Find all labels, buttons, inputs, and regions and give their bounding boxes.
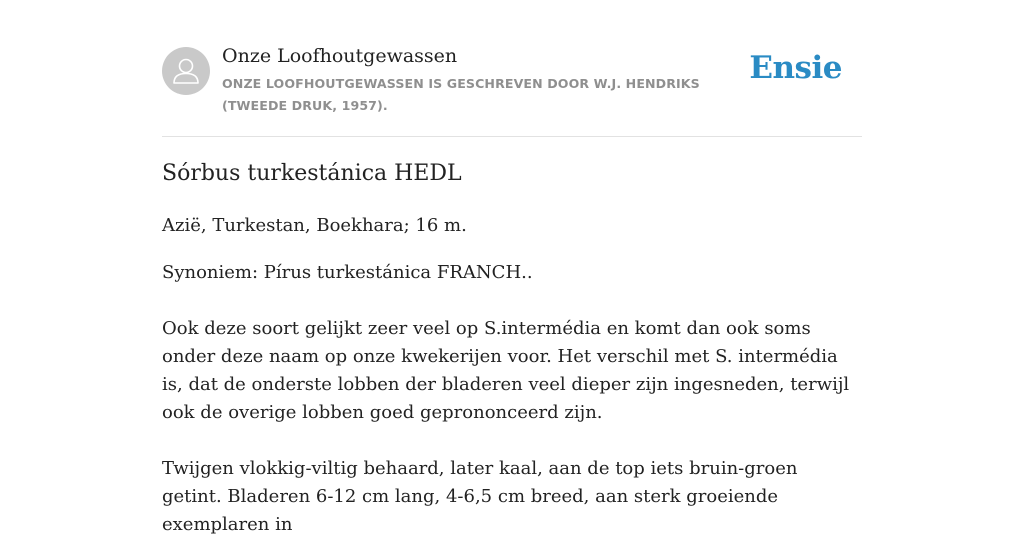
user-silhouette-icon (162, 47, 210, 95)
ensie-logo[interactable]: Ensie (749, 50, 842, 86)
article-synonym: Synoniem: Pírus turkestánica FRANCH.. (162, 262, 533, 283)
article-paragraph: Ook deze soort gelijkt zeer veel op S.intermédia en komt dan ook soms onder deze naam op onze kwekerijen voor. Het verschil met S. intermédia is, dat de onderste lobben der bladeren veel dieper zijn ingesneden, terwijl ook de overige lobben goed geprononceerd zijn. (162, 318, 850, 423)
article-paragraph: Twijgen vlokkig-viltig behaard, later kaal, aan de top iets bruin-groen getint. Bladeren 6-12 cm lang, 4-6,5 cm breed, aan sterk groeiende exemplaren in (162, 458, 798, 535)
article-title: Sórbus turkestánica HEDL (162, 161, 462, 186)
publication-header (162, 44, 862, 137)
article-body (162, 158, 862, 539)
publication-avatar[interactable] (162, 47, 210, 95)
publication-title[interactable]: Onze Loofhoutgewassen (222, 45, 458, 67)
publication-description: ONZE LOOFHOUTGEWASSEN IS GESCHREVEN DOOR W.J. HENDRIKS (TWEEDE DRUK, 1957). (222, 76, 700, 113)
article-region: Azië, Turkestan, Boekhara; 16 m. (162, 215, 467, 236)
